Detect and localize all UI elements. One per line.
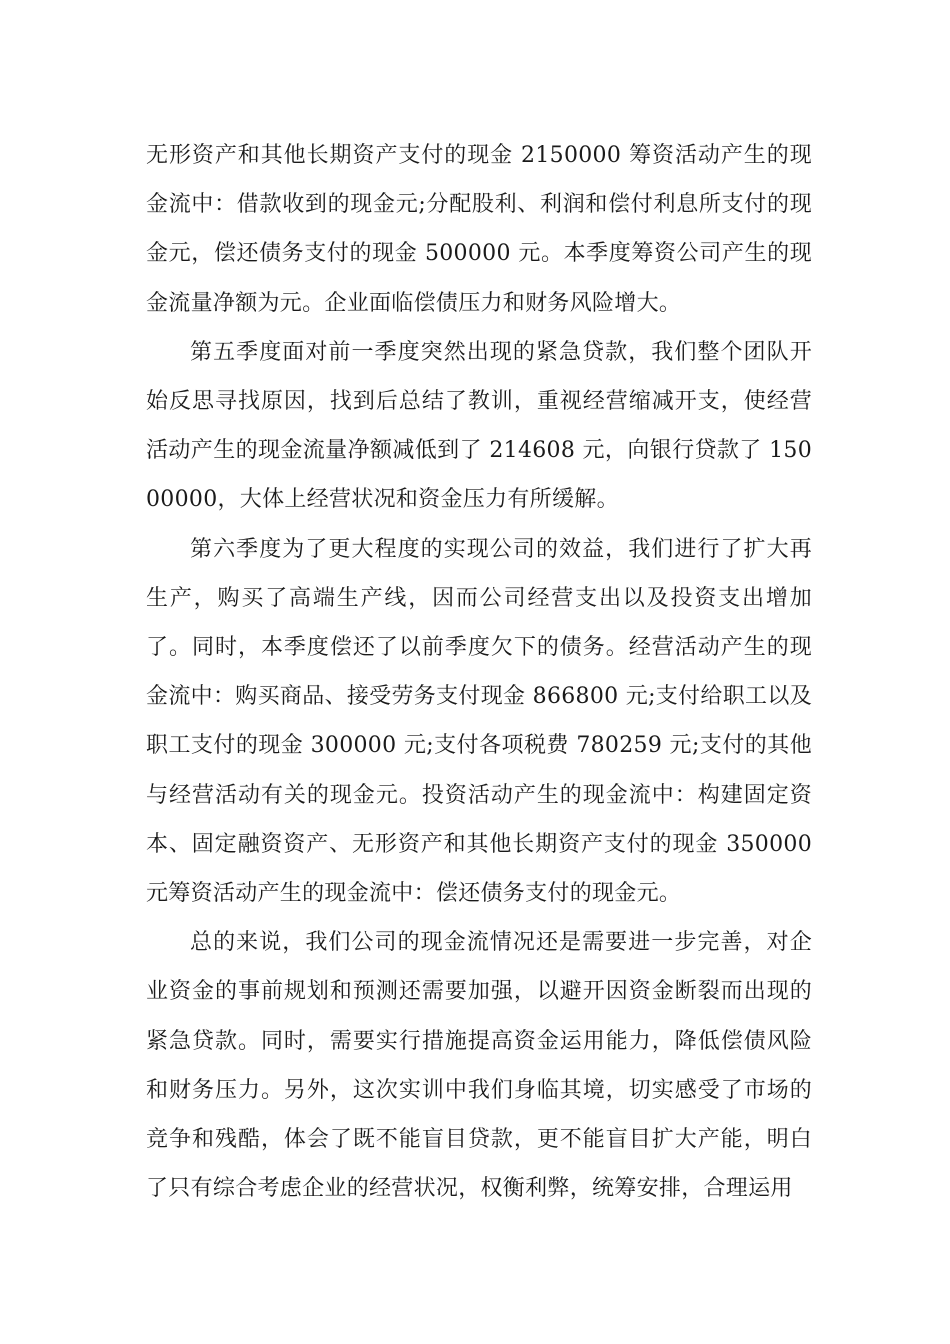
paragraph-4: 总的来说，我们公司的现金流情况还是需要进一步完善，对企业资金的事前规划和预测还需要加强，以避开因资金断裂而出现的紧急贷款。同时，需要实行措施提高资金运用能力，降低偿债风险和财务压力。另外，这次实训中我们身临其境，切实感受了市场的竞争和残酷，体会了既不能盲目贷款，更不能盲目扩大产能，明白了只有综合考虑企业的经营状况，权衡利弊，统筹安排，合理运用	[146, 930, 812, 1202]
paragraph-3: 第六季度为了更大程度的实现公司的效益，我们进行了扩大再生产，购买了高端生产线，因而公司经营支出以及投资支出增加了。同时，本季度偿还了以前季度欠下的债务。经营活动产生的现金流中：购买商品、接受劳务支付现金 866800 元;支付给职工以及职工支付的现金 300000 元;支付各项税费 780259 元;支付的其他与经营活动有关的现金元。投资活动产生的现金流中：构建固定资本、固定融资资产、无形资产和其他长期资产支付的现金 350000 元筹资活动产生的现金流中：偿还债务支付的现金元。	[146, 536, 812, 907]
paragraph-2: 第五季度面对前一季度突然出现的紧急贷款，我们整个团队开始反思寻找原因，找到后总结了教训，重视经营缩减开支，使经营活动产生的现金流量净额减低到了 214608 元，向银行贷款了 15000000，大体上经营状况和资金压力有所缓解。	[146, 339, 812, 513]
document-body	[146, 131, 812, 1213]
paragraph-1: 无形资产和其他长期资产支付的现金 2150000 筹资活动产生的现金流中：借款收到的现金元;分配股利、利润和偿付利息所支付的现金元，偿还债务支付的现金 500000 元。本季度筹资公司产生的现金流量净额为元。企业面临偿债压力和财务风险增大。	[146, 143, 812, 316]
